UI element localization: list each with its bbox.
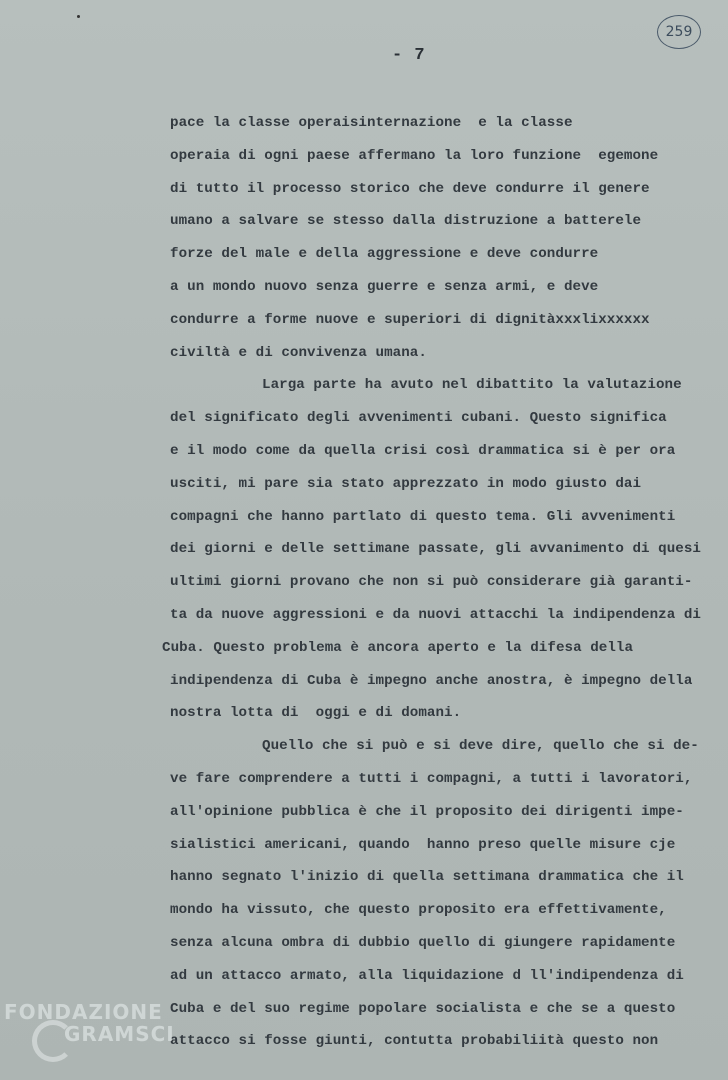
page-stamp: 259 [657,15,701,49]
text-line: attacco si fosse giunti, contutta probabiliità questo non [170,1033,659,1049]
watermark-line1: FONDAZIONE [4,1000,163,1024]
text-line: forze del male e della aggressione e deve condurre [170,246,599,262]
text-line: Cuba e del suo regime popolare socialista e che se a questo [170,1001,676,1017]
text-line: dei giorni e delle settimane passate, gli avvanimento di quesi [170,541,701,557]
text-line: ultimi giorni provano che non si può considerare già garanti- [170,574,693,590]
text-line: a un mondo nuovo senza guerre e senza armi, e deve [170,279,599,295]
text-line: nostra lotta di oggi e di domani. [170,705,462,721]
text-line: civiltà e di convivenza umana. [170,345,427,361]
text-line: hanno segnato l'inizio di quella settimana drammatica che il [170,869,684,885]
text-line: all'opinione pubblica è che il proposito dei dirigenti impe- [170,804,684,820]
fondazione-gramsci-watermark [2,1000,192,1080]
text-line: senza alcuna ombra di dubbio quello di giungere rapidamente [170,935,676,951]
text-line: ta da nuove aggressioni e da nuovi attacchi la indipendenza di [170,607,701,623]
text-line: condurre a forme nuove e superiori di dignitàxxxlixxxxxx [170,312,650,328]
text-line: usciti, mi pare sia stato apprezzato in modo giusto dai [170,476,642,492]
text-line: ad un attacco armato, alla liquidazione d ll'indipendenza di [170,968,684,984]
text-line: ve fare comprendere a tutti i compagni, a tutti i lavoratori, [170,771,693,787]
text-line: compagni che hanno partlato di questo tema. Gli avvenimenti [170,509,676,525]
watermark-line2: GRAMSCI [64,1022,175,1046]
text-line: umano a salvare se stesso dalla distruzione a batterele [170,213,642,229]
text-line: indipendenza di Cuba è impegno anche anostra, è impegno della [170,673,693,689]
text-line: Quello che si può e si deve dire, quello che si de- [262,738,699,754]
text-line: di tutto il processo storico che deve condurre il genere [170,181,650,197]
text-line: operaia di ogni paese affermano la loro funzione egemone [170,148,659,164]
page-number: - 7 [392,46,426,65]
text-line: e il modo come da quella crisi così drammatica si è per ora [170,443,676,459]
text-line: Cuba. Questo problema è ancora aperto e la difesa della [162,640,634,656]
text-line: pace la classe operaisinternazione e la classe [170,115,573,131]
text-line: sialistici americani, quando hanno preso quelle misure cje [170,837,676,853]
ink-speck [77,15,80,18]
text-line: mondo ha vissuto, che questo proposito era effettivamente, [170,902,667,918]
text-line: Larga parte ha avuto nel dibattito la valutazione [262,377,682,393]
text-line: del significato degli avvenimenti cubani. Questo significa [170,410,667,426]
